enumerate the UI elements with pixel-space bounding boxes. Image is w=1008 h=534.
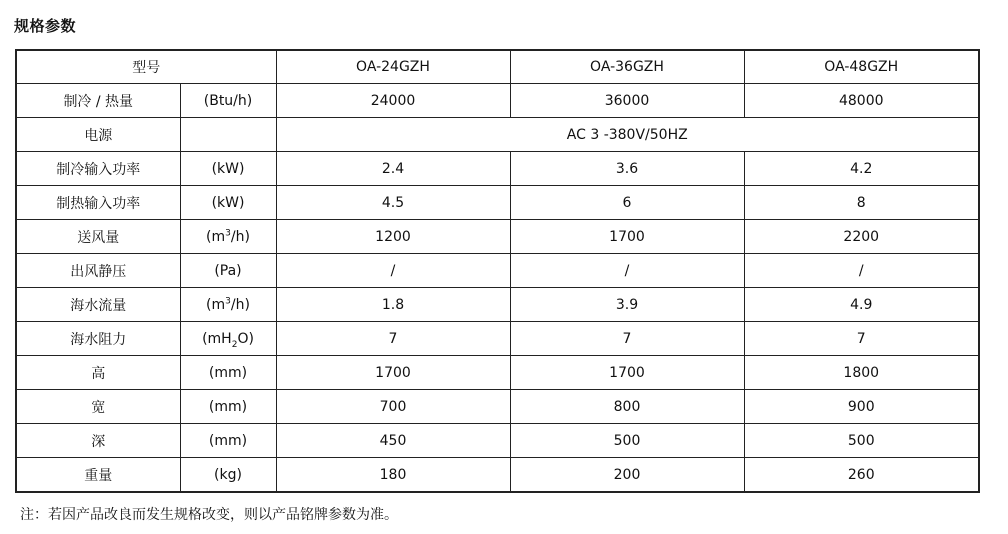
param-unit: [180, 220, 276, 254]
model-name: OA-48GZH: [744, 50, 979, 84]
param-name: 制冷 / 热量: [16, 84, 180, 118]
param-value: 180: [276, 458, 510, 493]
param-value: 1.8: [276, 288, 510, 322]
unit-superscript: 3: [225, 227, 231, 238]
param-name: 海水阻力: [16, 322, 180, 356]
param-value: 2.4: [276, 152, 510, 186]
param-unit: (mm): [180, 390, 276, 424]
param-value: 450: [276, 424, 510, 458]
param-unit: (mm): [180, 424, 276, 458]
param-value: /: [744, 254, 979, 288]
param-unit: [180, 288, 276, 322]
param-value: 48000: [744, 84, 979, 118]
model-name: OA-36GZH: [510, 50, 744, 84]
table-row: [16, 390, 979, 424]
table-row: [16, 152, 979, 186]
table-row: [16, 322, 979, 356]
unit-part: O): [237, 330, 254, 347]
table-header-row: [16, 50, 979, 84]
unit-superscript: 3: [225, 295, 231, 306]
table-row: [16, 424, 979, 458]
unit-part: /h): [230, 228, 250, 245]
param-unit: (kW): [180, 152, 276, 186]
param-value: 36000: [510, 84, 744, 118]
param-name: 制冷输入功率: [16, 152, 180, 186]
param-value: 500: [744, 424, 979, 458]
param-unit: (Pa): [180, 254, 276, 288]
param-value: 1800: [744, 356, 979, 390]
param-value: 3.9: [510, 288, 744, 322]
param-name: 送风量: [16, 220, 180, 254]
param-value: 1200: [276, 220, 510, 254]
param-value: 8: [744, 186, 979, 220]
table-row: [16, 356, 979, 390]
table-row: [16, 186, 979, 220]
param-unit: (Btu/h): [180, 84, 276, 118]
param-name: 海水流量: [16, 288, 180, 322]
param-value: 7: [744, 322, 979, 356]
param-value: 3.6: [510, 152, 744, 186]
param-value: 7: [510, 322, 744, 356]
param-name: 深: [16, 424, 180, 458]
table-row: [16, 220, 979, 254]
param-unit: (kW): [180, 186, 276, 220]
param-value: 1700: [510, 356, 744, 390]
param-value: 2200: [744, 220, 979, 254]
param-name: 制热输入功率: [16, 186, 180, 220]
model-label: 型号: [16, 50, 276, 84]
page-title: 规格参数: [14, 17, 77, 35]
param-value: 4.5: [276, 186, 510, 220]
param-name: 宽: [16, 390, 180, 424]
param-unit: [180, 322, 276, 356]
unit-part: (mH: [202, 330, 232, 347]
param-value-merged: AC 3 -380V/50HZ: [276, 118, 979, 152]
param-value: 1700: [510, 220, 744, 254]
param-value: 500: [510, 424, 744, 458]
model-name: OA-24GZH: [276, 50, 510, 84]
table-row: [16, 254, 979, 288]
param-value: 900: [744, 390, 979, 424]
param-value: 1700: [276, 356, 510, 390]
param-value: 4.9: [744, 288, 979, 322]
param-name: 出风静压: [16, 254, 180, 288]
unit-subscript: 2: [231, 339, 238, 350]
param-value: /: [276, 254, 510, 288]
param-value: /: [510, 254, 744, 288]
footnote: 注：若因产品改良而发生规格改变，则以产品铭牌参数为准。: [20, 507, 398, 523]
unit-part: /h): [230, 296, 250, 313]
param-unit: [180, 118, 276, 152]
param-value: 24000: [276, 84, 510, 118]
param-value: 200: [510, 458, 744, 493]
table-row: [16, 118, 979, 152]
unit-part: (m: [206, 228, 226, 245]
param-name: 重量: [16, 458, 180, 493]
param-value: 260: [744, 458, 979, 493]
param-name: 高: [16, 356, 180, 390]
param-value: 6: [510, 186, 744, 220]
param-value: 7: [276, 322, 510, 356]
table-row: [16, 84, 979, 118]
param-value: 700: [276, 390, 510, 424]
param-value: 800: [510, 390, 744, 424]
param-name: 电源: [16, 118, 180, 152]
param-value: 4.2: [744, 152, 979, 186]
unit-part: (m: [206, 296, 226, 313]
table-row: [16, 288, 979, 322]
param-unit: (mm): [180, 356, 276, 390]
spec-table: [15, 49, 980, 493]
table-row: [16, 458, 979, 493]
param-unit: (kg): [180, 458, 276, 493]
